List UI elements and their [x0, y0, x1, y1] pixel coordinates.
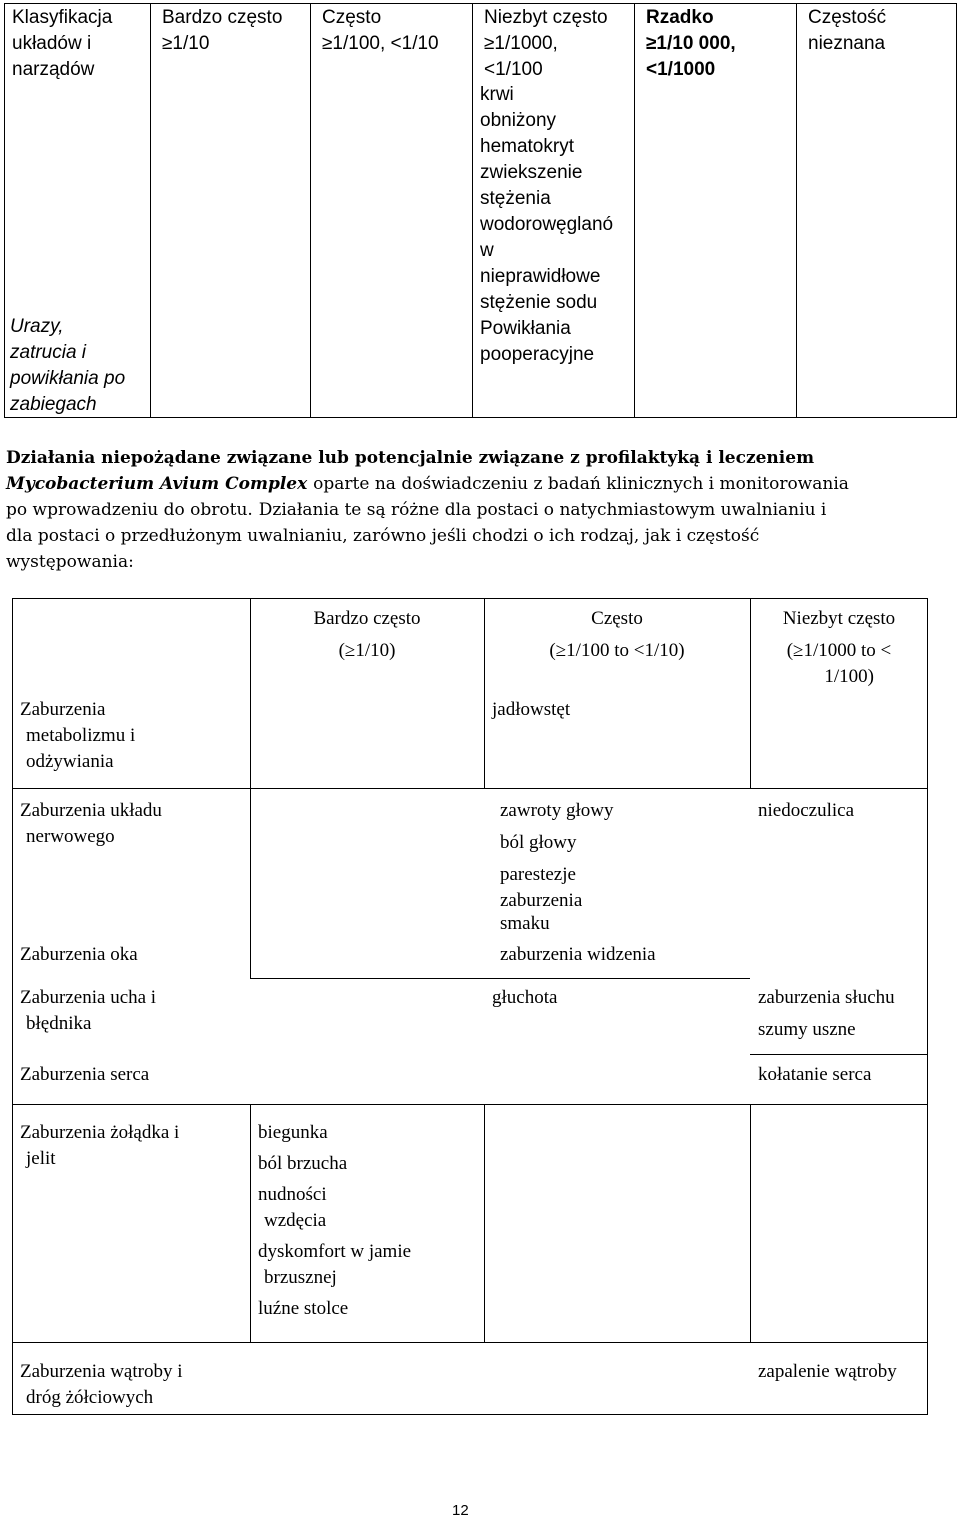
header-classification: Klasyfikacja układów i narządów	[12, 7, 113, 80]
uncommon-continued-list: krwi obniżony hematokryt zwiekszenie stężenia wodorowęglanó w nieprawidłowe stężenie sodu Powikłania pooperacyjne	[480, 84, 614, 365]
soc-nervous: Zaburzenia układu nerwowego	[20, 800, 162, 847]
header-unknown: Częstość nieznana	[808, 7, 887, 54]
paragraph-line: występowania:	[6, 552, 134, 572]
liver-uncommon: zapalenie wątroby	[758, 1361, 897, 1382]
adverse-reactions-intro	[6, 445, 954, 575]
col-header-common: Często (≥1/100 to <1/10)	[549, 608, 685, 661]
heart-uncommon: kołatanie serca	[758, 1064, 872, 1085]
eye-common: zaburzenia widzenia	[500, 944, 656, 965]
metabolism-common: jadłowstęt	[492, 699, 571, 720]
header-very-common: Bardzo często ≥1/10	[162, 7, 283, 54]
soc-injury-label: Urazy, zatrucia i powikłania po zabiegach	[10, 316, 126, 415]
header-uncommon: Niezbyt często ≥1/1000, <1/100	[484, 7, 608, 80]
ear-common: głuchota	[492, 987, 558, 1008]
soc-hepatobiliary: Zaburzenia wątroby i dróg żółciowych	[20, 1361, 183, 1408]
ear-uncommon: zaburzenia słuchu szumy uszne	[758, 987, 895, 1040]
soc-ear: Zaburzenia ucha i błędnika	[20, 987, 157, 1034]
soc-metabolism: Zaburzenia metabolizmu i odżywiania	[20, 699, 136, 772]
soc-heart: Zaburzenia serca	[20, 1064, 150, 1085]
paragraph-line: po wprowadzeniu do obrotu. Działania te są różne dla postaci o natychmiastowym uwalnianiu i	[6, 500, 827, 520]
paragraph-line: Działania niepożądane związane lub potencjalnie związane z profilaktyką i leczeniem	[6, 448, 815, 468]
soc-gastrointestinal: Zaburzenia żołądka i jelit	[20, 1122, 180, 1169]
col-header-very-common: Bardzo często (≥1/10)	[313, 608, 421, 661]
paragraph-line: Mycobacterium Avium Complex oparte na doświadczeniu z badań klinicznych i monitorowania	[6, 474, 849, 494]
nervous-common: zawroty głowy ból głowy parestezje zaburzenia smaku	[500, 800, 614, 934]
header-rare: Rzadko ≥1/10 000, <1/1000	[646, 7, 736, 80]
gi-very-common: biegunka ból brzucha nudności wzdęcia dyskomfort w jamie brzusznej luźne stolce	[258, 1122, 412, 1319]
header-common: Często ≥1/100, <1/10	[322, 7, 439, 54]
nervous-uncommon: niedoczulica	[758, 800, 855, 821]
page-number: 12	[452, 1502, 469, 1519]
soc-eye: Zaburzenia oka	[20, 944, 138, 965]
col-header-uncommon: Niezbyt często (≥1/1000 to < 1/100)	[782, 608, 896, 687]
paragraph-line: dla postaci o przedłużonym uwalnianiu, zarówno jeśli chodzi o ich rodzaj, jak i częstość	[6, 526, 760, 546]
